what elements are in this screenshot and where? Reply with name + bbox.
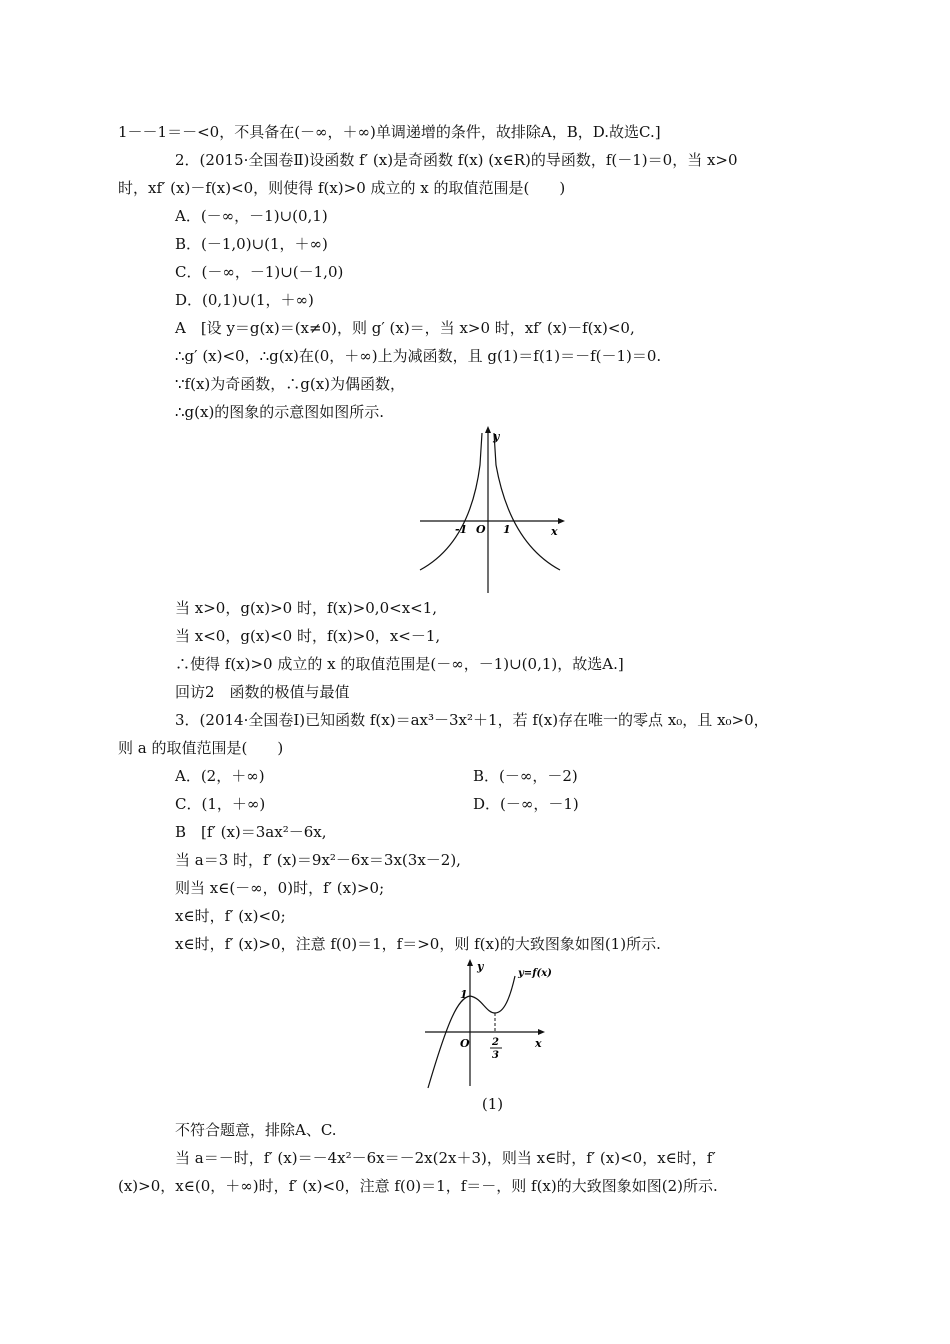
y-tick-label: 1 [460,988,468,1001]
option-c: C．(－∞，－1)∪(－1,0) [175,263,344,281]
problem-3-stem: 3．(2014·全国卷Ⅰ)已知函数 f(x)＝ax³－3x²＋1，若 f(x)存在唯一的零点 x₀，且 x₀>0， [175,711,769,729]
solution-line: ∴g(x)的图象的示意图如图所示. [175,403,385,421]
solution-line: ∴使得 f(x)>0 成立的 x 的取值范围是(－∞，－1)∪(0,1)，故选A.] [175,655,624,673]
solution-line: B [f′ (x)＝3ax²－6x, [175,823,327,841]
x-axis-label: x [535,1037,542,1050]
solution-line: 当 x<0，g(x)<0 时，f(x)>0，x<－1, [175,627,441,645]
solution-line: A [设 y＝g(x)＝(x≠0)，则 g′ (x)＝，当 x>0 时，xf′ (x)－f(x)<0, [175,319,635,337]
x-tick-denominator: 3 [492,1050,499,1061]
text-line: 1－－1＝－<0，不具备在(－∞，＋∞)单调递增的条件，故排除A，B，D.故选C.] [118,123,661,141]
origin-label: O [476,523,486,536]
solution-line: ∵f(x)为奇函数，∴g(x)为偶函数， [175,375,406,393]
solution-line: 当 x>0，g(x)>0 时，f(x)>0,0<x<1, [175,599,438,617]
option-d: D．(0,1)∪(1，＋∞) [175,291,314,309]
problem-3-stem-cont: 则 a 的取值范围是( ) [118,739,284,757]
solution-line: x∈时，f′ (x)>0，注意 f(0)＝1，f＝>0，则 f(x)的大致图象如图(1)所示. [175,935,661,953]
figure-f-graph-1 [422,958,562,1088]
option-b: B．(－1,0)∪(1，＋∞) [175,235,328,253]
x-tick-numerator: 2 [492,1037,499,1048]
solution-line: 当 a＝3 时，f′ (x)＝9x²－6x＝3x(3x－2), [175,851,461,869]
figure-g-graph [415,425,565,595]
solution-line: ∴g′ (x)<0，∴g(x)在(0，＋∞)上为减函数，且 g(1)＝f(1)＝－f(－1)＝0. [175,347,662,365]
solution-line: x∈时，f′ (x)<0; [175,907,286,925]
origin-label: O [460,1037,470,1050]
solution-line: (x)>0，x∈(0，＋∞)时，f′ (x)<0，注意 f(0)＝1，f＝－，则 f(x)的大致图象如图(2)所示. [118,1177,718,1195]
y-axis-label: y [493,430,500,443]
problem-2-stem: 2．(2015·全国卷Ⅱ)设函数 f′ (x)是奇函数 f(x) (x∈R)的导函数，f(－1)＝0，当 x>0 [175,151,738,169]
option-a: A．(－∞，－1)∪(0,1) [175,207,328,225]
y-axis-label: y [477,960,484,973]
solution-line: 则当 x∈(－∞，0)时，f′ (x)>0; [175,879,385,897]
tick-label-1: 1 [503,523,511,536]
figure-caption: (1) [481,1095,504,1113]
solution-line: 不符合题意，排除A、C. [175,1121,337,1139]
curve-label: y=f(x) [518,968,552,979]
solution-line: 当 a＝－时，f′ (x)＝－4x²－6x＝－2x(2x＋3)，则当 x∈时，f′ (x)<0，x∈时，f′ [175,1149,716,1167]
section-heading: 回访2 函数的极值与最值 [175,683,350,701]
option-d: D．(－∞，－1) [473,795,579,813]
option-c: C．(1，＋∞) [175,795,266,813]
option-b: B．(－∞，－2) [473,767,578,785]
tick-label-neg1: -1 [455,523,468,536]
problem-2-stem-cont: 时，xf′ (x)－f(x)<0，则使得 f(x)>0 成立的 x 的取值范围是( ) [118,179,566,197]
option-a: A．(2，＋∞) [175,767,265,785]
x-axis-label: x [551,525,558,538]
